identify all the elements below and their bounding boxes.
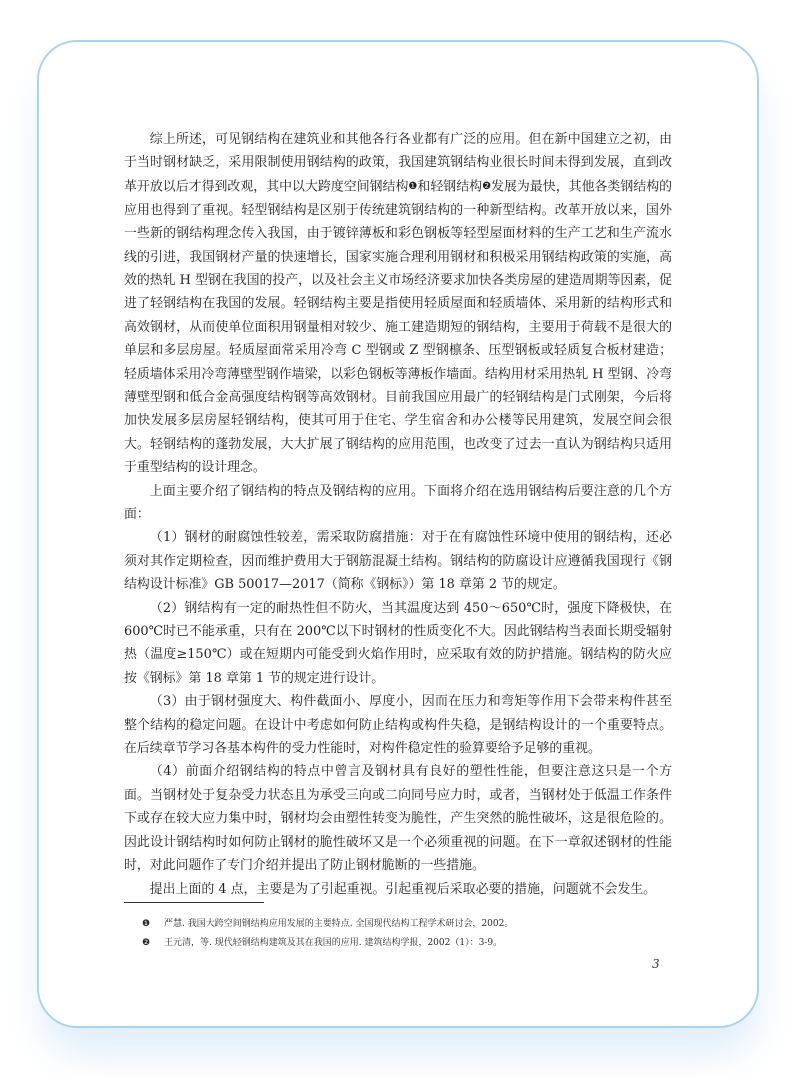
paragraph-4: （2）钢结构有一定的耐热性但不防火，当其温度达到 450～650℃时，强度下降极快，在 600℃时已不能承重，只有在 200℃以下时钢材的性质变化不大。因此钢结构当表面长期受辐射热（温度≥150℃）或在短期内可能受到火焰作用时，应采取有效的防护措施。钢结构的防火应按《钢标》第 18 章第 1 节的规定进行设计。 — [124, 600, 672, 686]
page-number: 3 — [652, 957, 660, 971]
footnote-ref-2[interactable]: ❷ — [482, 180, 492, 192]
paragraph-5: （3）由于钢材强度大、构件截面小、厚度小，因而在压力和弯矩等作用下会带来构件甚至整个结构的稳定问题。在设计中考虑如何防止结构或构件失稳，是钢结构设计的一个重要特点。在后续章节学习各基本构件的受力性能时，对构件稳定性的验算要给予足够的重视。 — [124, 694, 672, 757]
footnote-1 — [142, 915, 682, 934]
body-text — [124, 128, 672, 901]
paragraph-6: （4）前面介绍钢结构的特点中曾言及钢材具有良好的塑性性能，但要注意这只是一个方面。当钢材处于复杂受力状态且为承受三向或二向同号应力时，或者，当钢材处于低温工作条件下或存在较大应力集中时，钢材均会由塑性转变为脆性，产生突然的脆性破坏，这是很危险的。因此设计钢结构时如何防止钢材的脆性破坏又是一个必须重视的问题。在下一章叙述钢材的性能时，对此问题作了专门介绍并提出了防止钢材脆断的一些措施。 — [124, 764, 672, 874]
footnote-divider — [124, 902, 264, 903]
paragraph-7: 提出上面的 4 点，主要是为了引起重视。引起重视后采取必要的措施，问题就不会发生。 — [149, 881, 657, 897]
footnote-marker: ❷ — [142, 938, 151, 948]
footnotes — [142, 915, 682, 953]
footnote-ref-1[interactable]: ❶ — [408, 180, 418, 192]
footnote-text: 王元清，等. 现代轻钢结构建筑及其在我国的应用. 建筑结构学报，2002（1）：3-9。 — [164, 938, 503, 948]
footnote-2 — [142, 934, 682, 953]
footnote-text: 严慧. 我国大跨空间钢结构应用发展的主要特点. 全国现代结构工程学术研讨会，2002。 — [164, 919, 514, 929]
paragraph-3: （1）钢材的耐腐蚀性较差，需采取防腐措施：对于在有腐蚀性环境中使用的钢结构，还必须对其作定期检查，因而维护费用大于钢筋混凝土结构。钢结构的防腐设计应遵循我国现行《钢结构设计标准》GB 50017—2017（简称《钢标》）第 18 章第 2 节的规定。 — [124, 530, 672, 593]
footnote-marker: ❶ — [142, 919, 151, 929]
paragraph-1: 综上所述，可见钢结构在建筑业和其他各行各业都有广泛的应用。但在新中国建立之初，由于当时钢材缺乏，采用限制使用钢结构的政策，我国建筑钢结构业很长时间未得到发展，直到改革开放以后才得到改观，其中以大跨度空间钢结构❶和轻钢结构❷发展为最快，其他各类钢结构的应用也得到了重视。轻型钢结构是区别于传统建筑钢结构的一种新型结构。改革开放以来，国外一些新的钢结构理念传入我国，由于镀锌薄板和彩色钢板等轻型屋面材料的生产工艺和生产流水线的引进，我国钢材产量的快速增长，国家实施合理利用钢材和积极采用钢结构政策的实施，高效的热轧 H 型钢在我国的投产，以及社会主义市场经济要求加快各类房屋的建造周期等因素，促进了轻钢结构在我国的发展。轻钢结构主要是指使用轻质屋面和轻质墙体、采用新的结构形式和高效钢材，从而使单位面积用钢量相对较少、施工建造期短的钢结构，主要用于荷载不是很大的单层和多层房屋。轻质屋面常采用冷弯 C 型钢或 Z 型钢檩条、压型钢板或轻质复合板材建造；轻质墙体采用冷弯薄壁型钢作墙梁，以彩色钢板等薄板作墙面。结构用材采用热轧 H 型钢、冷弯薄壁型钢和低合金高强度结构钢等高效钢材。目前我国应用最广的轻钢结构是门式刚架，今后将加快发展多层房屋轻钢结构，使其可用于住宅、学生宿舍和办公楼等民用建筑，发展空间会很大。轻钢结构的蓬勃发展，大大扩展了钢结构的应用范围，也改变了过去一直认为钢结构只适用于重型结构的设计理念。 — [124, 132, 673, 476]
paragraph-2: 上面主要介绍了钢结构的特点及钢结构的应用。下面将介绍在选用钢结构后要注意的几个方面： — [124, 483, 672, 522]
